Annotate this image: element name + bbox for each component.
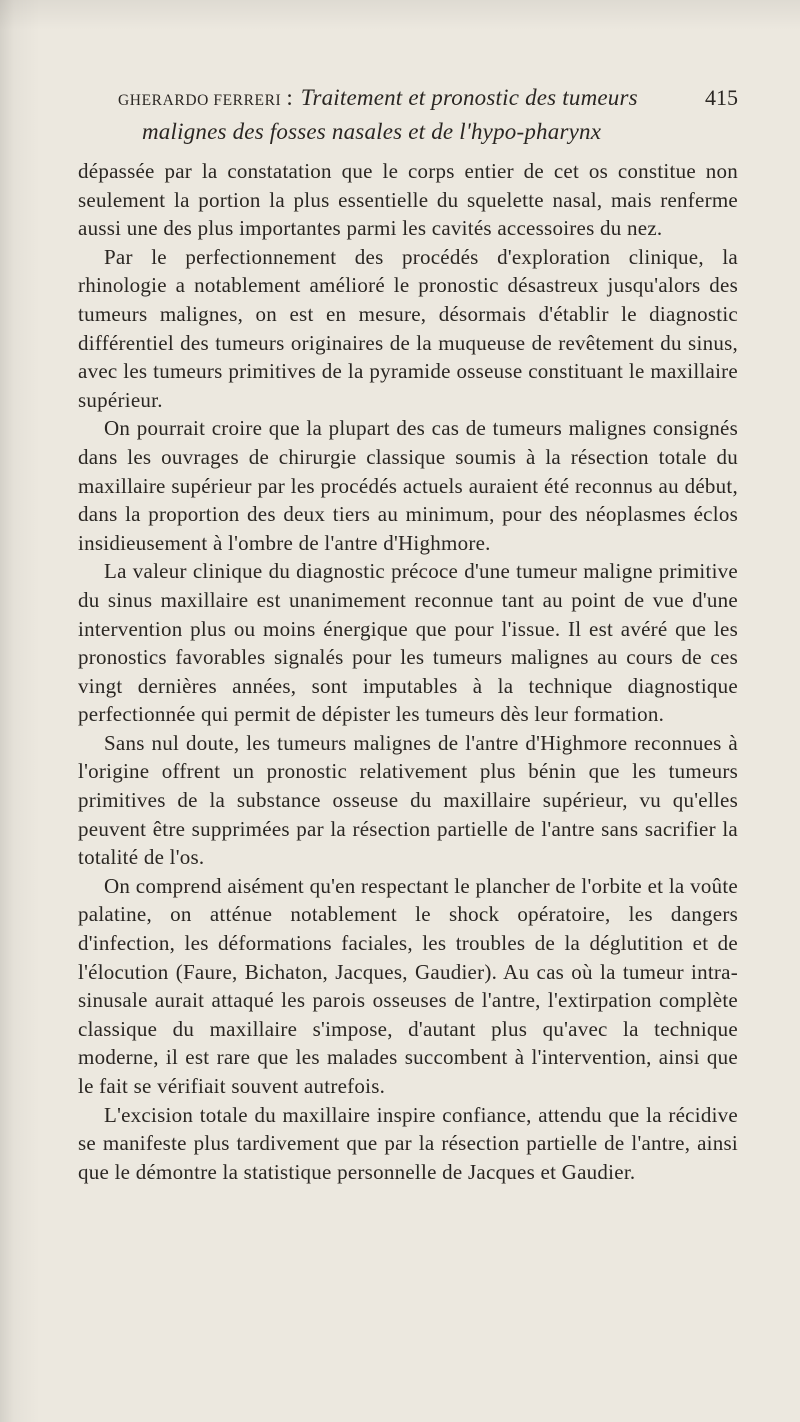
paragraph: L'excision totale du maxillaire inspire confiance, attendu que la récidive se manifeste plus tardivement que par la résection partielle de l'antre, ainsi que le démontre la statistique personnelle de Jacques et Gaudier. (78, 1102, 738, 1184)
header-author: GHERARDO FERRERI (118, 92, 282, 109)
header-title-line-1: Traitement et pronostic des tumeurs (300, 85, 638, 110)
page-number: 415 (705, 85, 738, 110)
header-title-line-2: malignes des fosses nasales et de l'hypo-pharynx (142, 119, 602, 144)
paragraph: Par le perfectionnement des procédés d'exploration clinique, la rhinologie a notablement amélioré le pronostic désastreux jusqu'alors des tumeurs malignes, on est en mesure, désormais d'établir le diagnostic différentiel des tumeurs originaires de la muqueuse de revêtement du sinus, avec les tumeurs primitives de la pyramide osseuse constituant le maxillaire supérieur. (78, 244, 738, 412)
header-line-1 (118, 82, 738, 116)
paragraph: On pourrait croire que la plupart des cas de tumeurs malignes consignés dans les ouvrages de chirurgie classique soumis à la résection totale du maxillaire supérieur par les procédés actuels auraient été reconnus au début, dans la proportion des deux tiers au minimum, pour des néoplasmes éclos insidieusement à l'ombre de l'antre d'Highmore. (78, 416, 738, 555)
paragraph: On comprend aisément qu'en respectant le plancher de l'orbite et la voûte palatine, on atténue notablement le shock opératoire, les dangers d'infection, les déformations faciales, les troubles de la déglutition et de l'élocution (Faure, Bichaton, Jacques, Gaudier). Au cas où la tumeur intra-sinusale aurait attaqué les parois osseuses de l'antre, l'extirpation complète classique du maxillaire s'impose, d'autant plus qu'avec la technique moderne, il est rare que les malades succombent à l'intervention, ainsi que le fait se vérifiait souvent autrefois. (78, 873, 738, 1098)
paragraph: dépassée par la constatation que le corps entier de cet os constitue non seulement la portion la plus essentielle du squelette nasal, mais renferme aussi une des plus importantes parmi les cavités accessoires du nez. (78, 159, 738, 241)
paragraph: Sans nul doute, les tumeurs malignes de l'antre d'Highmore reconnues à l'origine offrent un pronostic relativement plus bénin que les tumeurs primitives de la substance osseuse du maxillaire supérieur, vu qu'elles peuvent être supprimées par la résection partielle de l'antre sans sacrifier la totalité de l'os. (78, 730, 738, 870)
body-text (78, 157, 738, 1186)
running-header (118, 82, 738, 147)
header-separator: : (286, 85, 293, 110)
paragraph: La valeur clinique du diagnostic précoce d'une tumeur maligne primitive du sinus maxillaire est unanimement reconnue tant au point de vue d'une intervention plus ou moins énergique que pour l'issue. Il est avéré que les pronostics favorables signalés pour les tumeurs malignes au cours de ces vingt dernières années, sont imputables à la technique diagnostique perfectionnée qui permit de dépister les tumeurs dès leur formation. (78, 559, 738, 727)
